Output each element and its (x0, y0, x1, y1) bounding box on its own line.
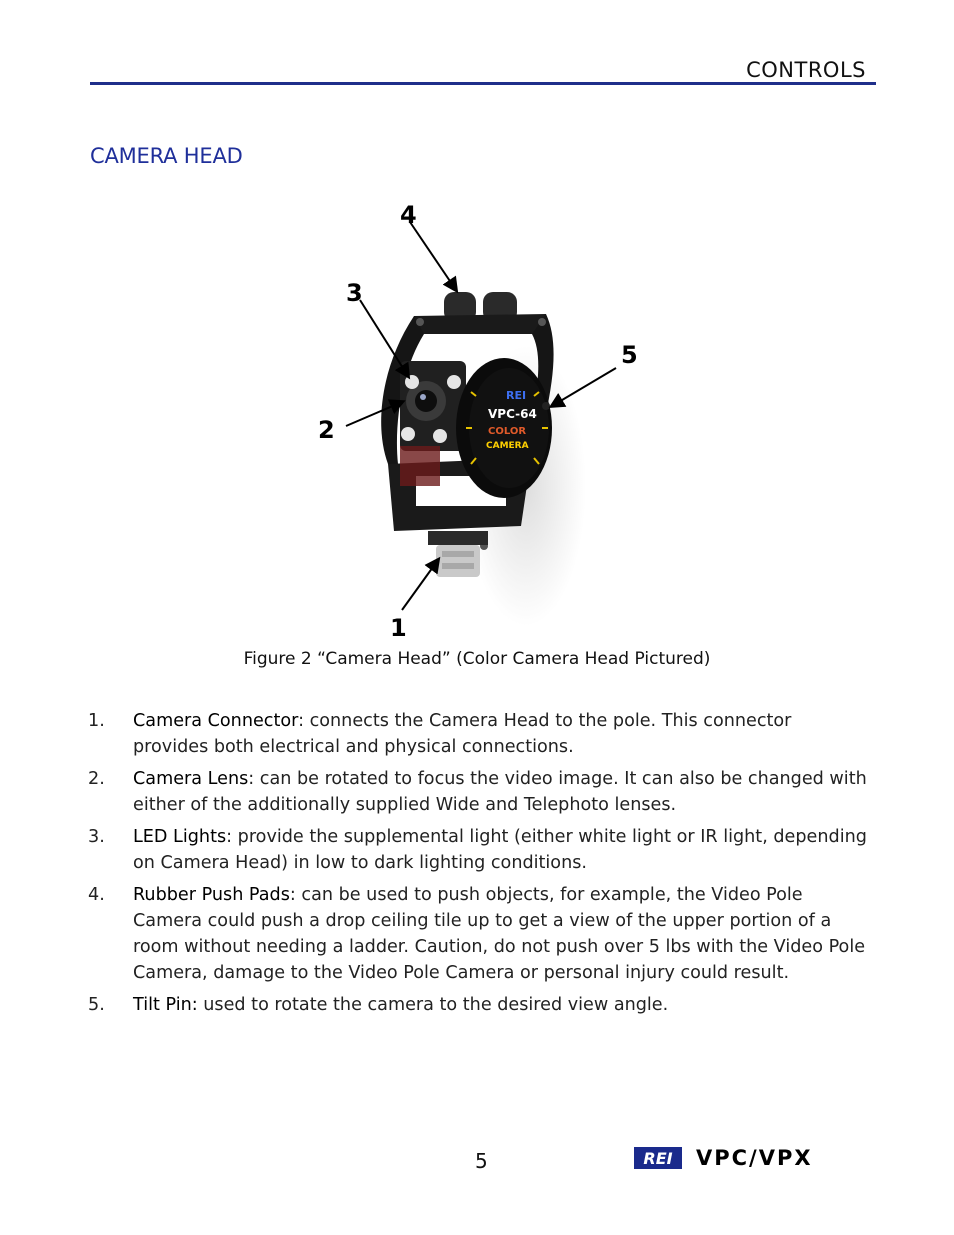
camera-head-figure (316, 196, 640, 636)
led-icon (433, 429, 447, 443)
camera-head-illustration (316, 196, 640, 636)
item-description: : can be used to push objects, for example, the Video Pole Camera could push a drop ceiling tile up to get a view of the upper portion of a room without needing a ladder. Caution, do not push over 5 lbs with the Video Pole Camera, damage to the Video Pole Camera or personal injury could result. (133, 885, 866, 983)
tilt-pin-icon (542, 402, 550, 410)
page-number: 5 (475, 1149, 488, 1173)
item-description: used to rotate the camera to the desired view angle. (197, 995, 669, 1015)
item-number: 1. (88, 711, 105, 731)
item-number: 5. (88, 995, 105, 1015)
callout-1: 1 (390, 614, 407, 636)
led-icon (447, 375, 461, 389)
rei-logo-icon (634, 1147, 682, 1169)
connector-icon (436, 545, 480, 577)
controls-list (88, 708, 868, 1024)
page-title: CAMERA HEAD (90, 144, 243, 168)
item-term: Camera Lens (133, 769, 249, 789)
led-icon (401, 427, 415, 441)
item-number: 3. (88, 827, 105, 847)
list-item (88, 708, 868, 760)
badge-brand-text: REI (506, 389, 527, 402)
item-term: LED Lights (133, 827, 227, 847)
header-rule (90, 82, 876, 85)
badge-color-text: COLOR (488, 426, 527, 437)
product-name: VPC/VPX (696, 1146, 813, 1170)
list-item (88, 992, 868, 1018)
item-term: Rubber Push Pads (133, 885, 290, 905)
item-number: 2. (88, 769, 105, 789)
item-number: 4. (88, 885, 105, 905)
item-description: : can be rotated to focus the video image. It can also be changed with either of the additionally supplied Wide and Telephoto lenses. (133, 769, 867, 815)
callout-5: 5 (621, 341, 638, 369)
callout-2: 2 (318, 416, 335, 444)
item-term: Tilt Pin: (133, 995, 198, 1015)
list-item (88, 824, 868, 876)
item-description: : provide the supplemental light (either white light or IR light, depending on Camera Head) in low to dark lighting conditions. (133, 827, 867, 873)
led-icon (405, 375, 419, 389)
rei-logo-text: REI (643, 1149, 673, 1168)
footer-brand (634, 1146, 813, 1170)
item-term: Camera Connector (133, 711, 299, 731)
callout-3: 3 (346, 279, 363, 307)
callout-4: 4 (400, 201, 417, 229)
badge-model-text: VPC-64 (488, 407, 537, 421)
section-header-title: CONTROLS (746, 58, 866, 82)
list-item (88, 766, 868, 818)
badge-type-text: CAMERA (486, 441, 529, 451)
figure-caption: Figure 2 “Camera Head” (Color Camera Head Pictured) (243, 649, 711, 669)
list-item (88, 882, 868, 986)
item-description: : connects the Camera Head to the pole. This connector provides both electrical and physical connections. (133, 711, 792, 757)
